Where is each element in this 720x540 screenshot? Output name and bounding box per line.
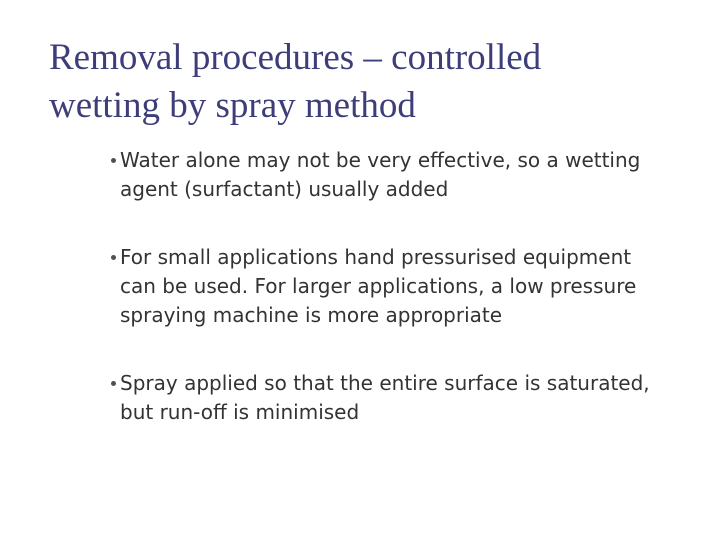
bullet-dot-icon [111,255,116,260]
bullet-text: Spray applied so that the entire surface is saturated, but run-off is minimised [120,371,650,424]
bullet-dot-icon [111,158,116,163]
bullet-text: For small applications hand pressurised equipment can be used. For larger applications, a low pressure spraying machine is more appropriate [120,245,637,327]
bullet-text: Water alone may not be very effective, so a wetting agent (surfactant) usually added [120,148,641,201]
slide-title: Removal procedures – controlled wetting by spray method [49,37,542,126]
bullet-dot-icon [111,381,116,386]
